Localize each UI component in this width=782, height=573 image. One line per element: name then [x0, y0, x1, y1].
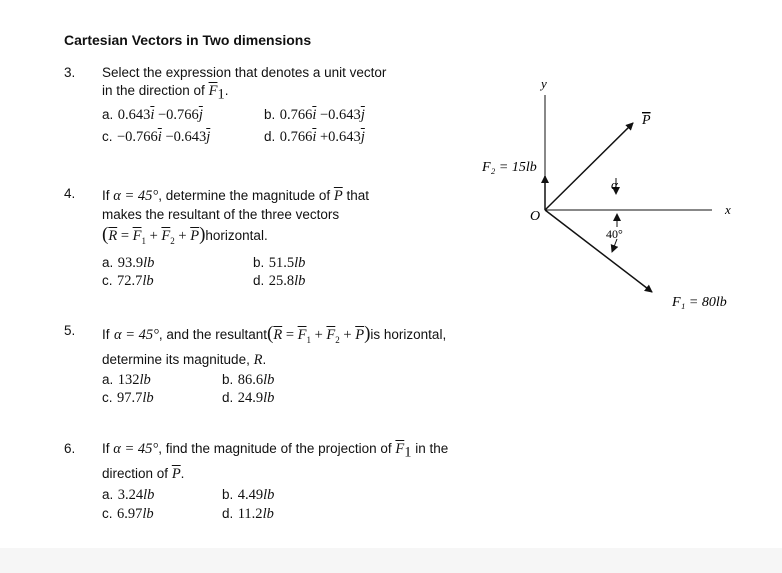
q6-option-d[interactable]: d. 11.2lb	[222, 506, 274, 522]
q4-line1: If α = 45°, determine the magnitude of $\overline{P}$ that	[102, 188, 370, 204]
q5-option-c[interactable]: c. 97.7lb	[102, 390, 154, 406]
p-label: P	[642, 113, 651, 128]
bottom-band	[0, 548, 782, 573]
q6-option-b[interactable]: b. 4.49lb	[222, 487, 275, 503]
q4-option-b[interactable]: b. 51.5lb	[253, 255, 306, 271]
f1-label: F₁ = 80lb	[672, 295, 727, 310]
p-arrow	[545, 123, 633, 210]
q3-option-a[interactable]: a. $0.643\overline{i} -0.766\overline{j}$	[102, 107, 203, 123]
q3-option-d[interactable]: d. $0.766\overline{i} +0.643\overline{j}$	[264, 129, 365, 145]
q4-option-d[interactable]: d. 25.8lb	[253, 273, 306, 289]
q5-option-b[interactable]: b. 86.6lb	[222, 372, 275, 388]
f2-label: F₂ = 15lb	[482, 160, 537, 175]
q5-line2: determine its magnitude, R.	[102, 352, 267, 368]
x-axis-label: x	[725, 202, 731, 217]
q5-alpha-condition: α = 45°	[113, 327, 159, 343]
q3-line1: Select the expression that denotes a unit vector	[102, 65, 387, 80]
q4-option-c[interactable]: c. 72.7lb	[102, 273, 154, 289]
q5-option-d[interactable]: d. 24.9lb	[222, 390, 275, 406]
alpha-label: α	[611, 177, 618, 192]
q6-option-c[interactable]: c. 6.97lb	[102, 506, 154, 522]
q4-alpha-condition: α = 45°	[113, 188, 159, 204]
q3-line2: in the direction of $\overline{F}_1$.	[102, 83, 229, 103]
q6-number: 6.	[64, 441, 76, 456]
q4-line3: ($\overline{R} = \overline{F}_1 + \overline{F}_2$ + $\overline{P})horizontal$.	[102, 224, 268, 246]
q3-option-c[interactable]: c. $-0.766\overline{i} -0.643\overline{j}$	[102, 129, 211, 145]
q4-line2: makes the resultant of the three vectors	[102, 207, 340, 222]
q6-option-a[interactable]: a. 3.24lb	[102, 487, 155, 503]
y-axis-label: y	[541, 76, 547, 91]
q6-alpha-condition: α = 45°	[113, 441, 159, 457]
q6-line1: If α = 45°, find the magnitude of the projection of $\overline{F}_1$ in the	[102, 441, 449, 461]
q4-option-a[interactable]: a. 93.9lb	[102, 255, 155, 271]
f1-arrow	[545, 210, 652, 292]
q3-option-b[interactable]: b. $0.766\overline{i} -0.643\overline{j}$	[264, 107, 365, 123]
q4-number: 4.	[64, 186, 76, 201]
q3-number: 3.	[64, 65, 76, 80]
q5-option-a[interactable]: a. 132lb	[102, 372, 151, 388]
page-title: Cartesian Vectors in Two dimensions	[64, 32, 312, 48]
origin-label: O	[530, 209, 541, 224]
angle-label: 40°	[606, 227, 623, 241]
q5-number: 5.	[64, 323, 76, 338]
q5-line1: If α = 45°, and the $resultant(\overline{R} = \overline{F}_1 + \overline{F}_2 + \overline{P})is$ horizontal,	[102, 323, 447, 345]
q6-line2: direction of $\overline{P}$.	[102, 466, 185, 482]
